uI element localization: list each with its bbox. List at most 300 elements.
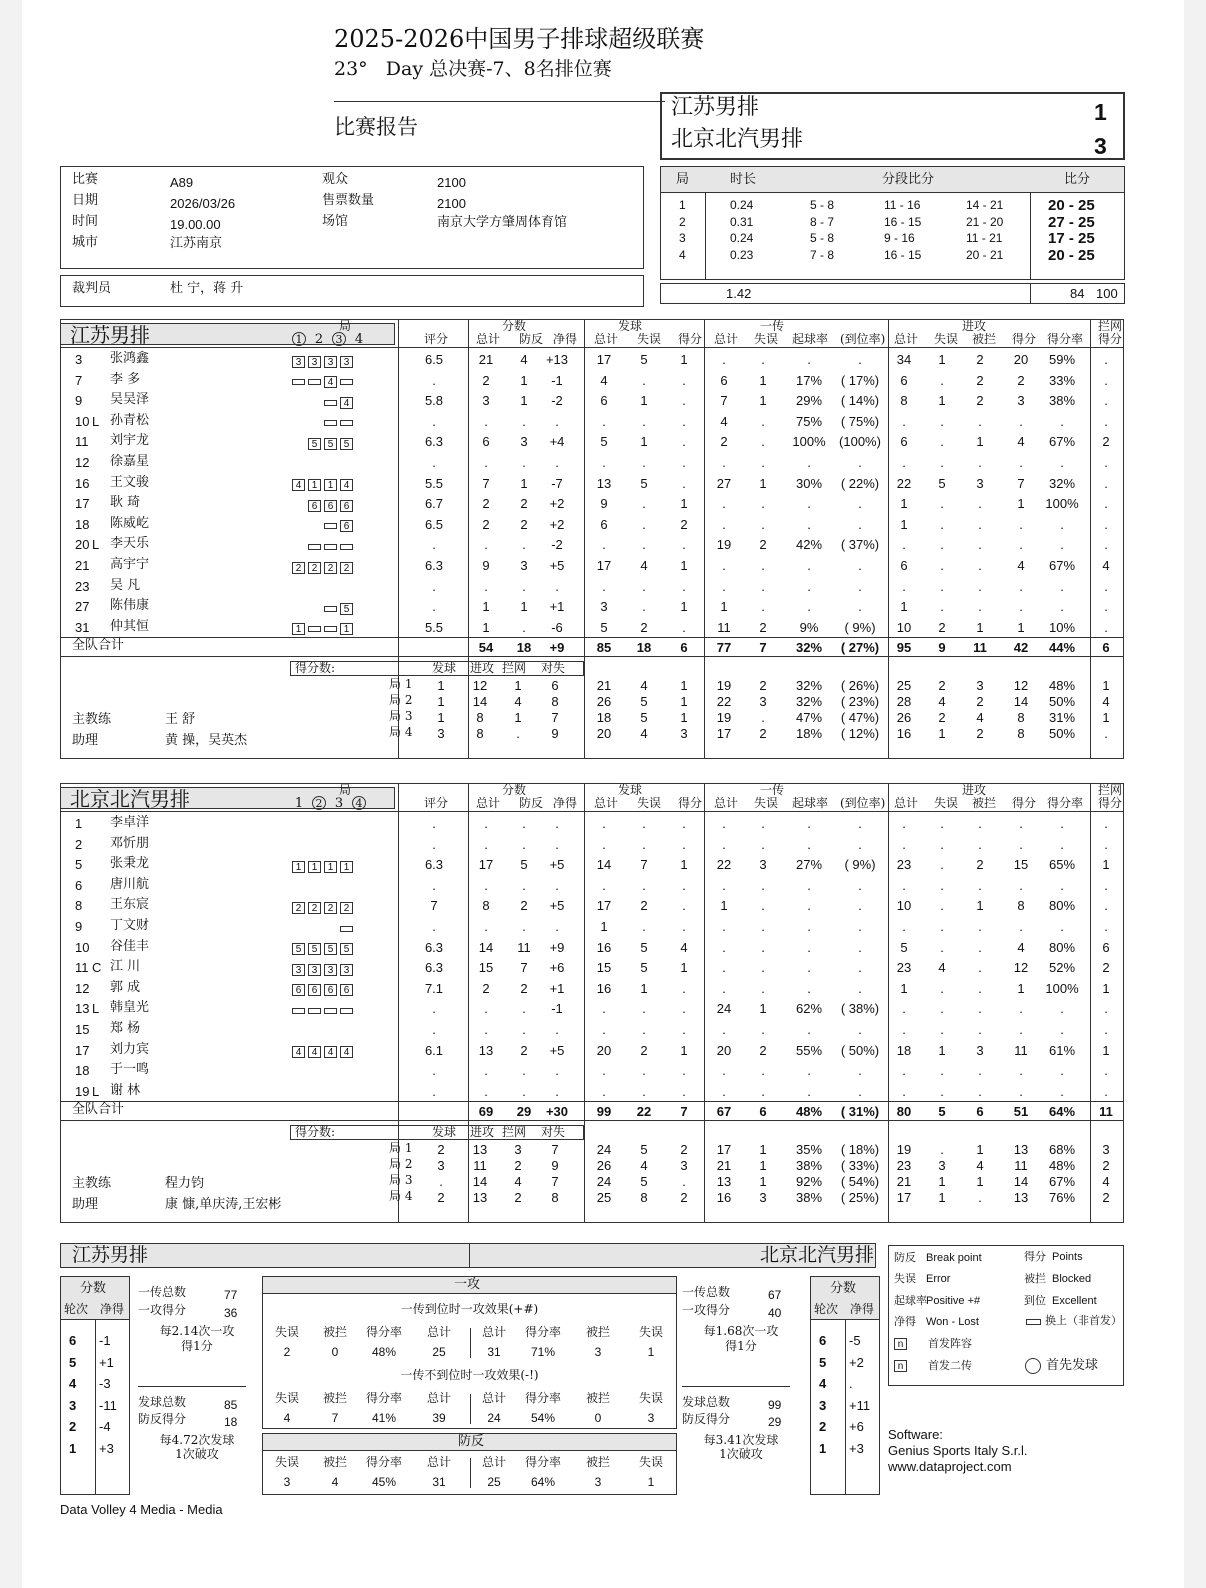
stat-sve: . [642, 496, 646, 512]
stat-pt: 6 [482, 434, 490, 450]
stat-rct: . [722, 578, 726, 594]
fa-h-pct: 得分率 [365, 1325, 402, 1339]
player-name: 徐嘉星 [110, 454, 150, 469]
stat-svp: . [682, 434, 686, 450]
first-attack-title: 一攻 [454, 1277, 481, 1292]
stat-att: 10 [896, 898, 912, 914]
stat-rce: 2 [759, 619, 767, 635]
stat-sve: . [642, 1001, 646, 1017]
by-set-label: 局 4 [389, 725, 413, 740]
player-position: L [92, 1001, 100, 1017]
a-sv-total: 85 [224, 1398, 238, 1412]
stat-net: +1 [549, 599, 565, 615]
stat-svt: 16 [596, 980, 612, 996]
stat-rcp: . [807, 939, 811, 955]
col-block: 拦网 [1098, 319, 1123, 333]
by-set-atr: 50% [1048, 694, 1076, 710]
stat-rce: . [761, 816, 765, 831]
stat-att: . [902, 836, 906, 852]
set-lineup-box: 1 [292, 623, 305, 635]
set-partial-16: 16 - 15 [884, 214, 922, 229]
legend-pts_en: Points [1052, 1251, 1083, 1263]
stat-svp: . [682, 980, 686, 996]
stat-rct: . [722, 836, 726, 852]
stat-vote: . [432, 372, 436, 388]
total-bk: 11 [1099, 1104, 1113, 1120]
fa-h-err: 失误 [274, 1325, 299, 1339]
by-set-atr: 48% [1048, 1158, 1076, 1174]
stat-rce: . [761, 980, 765, 996]
set-lineup-box [340, 1008, 353, 1014]
player-number: 11 [75, 960, 89, 976]
by-set-atr: 68% [1048, 1142, 1076, 1158]
stat-svt: 13 [596, 475, 612, 491]
set-number: 3 [679, 231, 686, 245]
total-ate: 9 [938, 640, 946, 656]
stat-ate: . [940, 877, 944, 893]
set-lineup-box [324, 400, 337, 406]
stat-net: +5 [549, 898, 565, 914]
set-lineup-box: 6 [324, 984, 337, 996]
stat-sve: 4 [640, 558, 648, 573]
by-set-o: 8 [551, 694, 559, 710]
software-url[interactable]: www.dataproject.com [888, 1459, 1012, 1474]
by-set-att: 28 [896, 694, 912, 710]
legend-pts: 得分 [1024, 1250, 1046, 1263]
stat-atp: . [1019, 455, 1023, 470]
by-set-rct: 22 [716, 694, 732, 710]
stat-atr: 52% [1048, 960, 1076, 976]
player-position: C [92, 960, 102, 976]
col-at-pct: 得分率 [1047, 796, 1084, 810]
stat-atb: 2 [976, 857, 984, 873]
rotation-net: +3 [849, 1440, 864, 1456]
by-set-a: 13 [472, 1142, 488, 1158]
by-set-label: 局 3 [389, 709, 413, 724]
stat-att: . [902, 1022, 906, 1037]
lineup-box-icon: n [894, 1338, 907, 1350]
by-set-atp: 13 [1013, 1190, 1029, 1206]
by-set-atb: 4 [976, 1158, 984, 1174]
sb-opp: 对失 [541, 1125, 566, 1140]
stat-bp: 3 [520, 558, 528, 573]
stat-pt: . [484, 455, 488, 470]
col-at-blk: 被拦 [972, 332, 997, 346]
stat-atp: . [1019, 836, 1023, 852]
fa-h-pct: 得分率 [365, 1391, 402, 1405]
match-time: 19.00.00 [170, 217, 221, 232]
col-bk-pts: 得分 [1098, 332, 1123, 346]
stat-bk: . [1104, 898, 1108, 914]
total-rcp: 32% [795, 640, 823, 656]
by-set-label: 局 1 [389, 677, 413, 692]
by-set-svp: 1 [680, 710, 688, 726]
stat-rcx: . [858, 898, 862, 914]
by-set-ate: 4 [938, 694, 946, 710]
stat-net: +2 [549, 496, 565, 512]
by-set-atr: 31% [1048, 710, 1076, 726]
stat-rce: 3 [759, 857, 767, 873]
set-lineup-box: 2 [340, 902, 353, 914]
stat-att: 8 [900, 393, 908, 409]
player-number: 21 [75, 558, 90, 573]
legend-bp_en: Break point [926, 1252, 982, 1264]
by-set-rce: 3 [759, 1190, 767, 1206]
by-set-bk: 2 [1102, 1158, 1110, 1174]
stat-svp: 1 [680, 558, 688, 573]
stat-ate: . [940, 516, 944, 532]
col-at-pts: 得分 [1012, 332, 1037, 346]
stat-ate: . [940, 816, 944, 831]
defense-title: 防反 [458, 1434, 485, 1449]
player-name: 郭 成 [110, 979, 141, 995]
stat-pt: . [484, 877, 488, 893]
stat-svp: 1 [680, 1042, 688, 1058]
stat-bp: 2 [520, 496, 528, 512]
stat-atr: . [1060, 599, 1064, 615]
rotation-net: -4 [99, 1419, 111, 1434]
stat-pt: 13 [478, 1042, 494, 1058]
stat-rcx: . [858, 578, 862, 594]
rotation-number: 3 [69, 1397, 77, 1413]
player-set-lineup [292, 1002, 356, 1018]
stat-bp: 3 [520, 434, 528, 450]
col-pts-total: 总计 [476, 796, 501, 810]
stat-rce: . [761, 558, 765, 573]
team-name: 江苏男排 [70, 323, 150, 347]
stat-sve: . [642, 1063, 646, 1079]
coach-name: 程力钧 [165, 1176, 205, 1192]
stat-rce: . [761, 1022, 765, 1037]
stat-bk: . [1104, 816, 1108, 831]
player-number: 2 [75, 836, 83, 852]
by-set-a: 13 [472, 1190, 488, 1206]
stat-bp: 1 [520, 475, 528, 491]
stat-rcp: 62% [795, 1001, 823, 1017]
stat-bp: . [522, 455, 526, 470]
coach-label: 主教练 [72, 712, 112, 728]
set-lineup-box: 3 [324, 964, 337, 976]
player-number: 20 [75, 537, 90, 553]
stat-rcx: ( 38%) [840, 1001, 880, 1017]
set-partial-16: 9 - 16 [884, 231, 915, 245]
stat-svp: 1 [680, 352, 688, 367]
sets-h-score: 比分 [1064, 172, 1091, 187]
rotation-number: 2 [819, 1419, 827, 1434]
fa-def-ab: 4 [331, 1475, 339, 1489]
set-lineup-box [340, 544, 353, 550]
city-label: 城市 [72, 235, 99, 250]
total-bk: 6 [1102, 640, 1110, 656]
col-points: 分数 [502, 783, 527, 797]
fa-h-tot: 总计 [426, 1325, 451, 1339]
stat-atr: 38% [1048, 393, 1076, 409]
player-name: 韩皇光 [110, 1000, 150, 1016]
by-set-s: . [439, 1174, 443, 1190]
stat-rcp: 30% [795, 475, 823, 491]
set-lineup-box: 3 [324, 356, 337, 368]
by-set-rcp: 38% [795, 1158, 823, 1174]
col-sv-err: 失误 [637, 796, 662, 810]
stat-ate: 1 [938, 393, 946, 409]
player-number: 3 [75, 352, 83, 367]
stat-net: +5 [549, 1042, 565, 1058]
stat-atp: . [1019, 1022, 1023, 1037]
stat-atp: . [1019, 537, 1023, 553]
stat-atb: 1 [976, 434, 984, 450]
by-set-o: 9 [551, 1158, 559, 1174]
stat-atp: . [1019, 1063, 1023, 1079]
lineup-box-icon: n [894, 1360, 907, 1372]
stat-ate: 2 [938, 619, 946, 635]
stat-pt: 2 [482, 496, 490, 512]
by-set-o: 7 [551, 1174, 559, 1190]
set-lineup-box: 1 [340, 861, 353, 873]
stat-net: +9 [549, 939, 565, 955]
total-rcx: ( 27%) [840, 640, 880, 656]
rotation-number: 2 [69, 1419, 77, 1434]
stat-svt: 17 [596, 352, 612, 367]
set-mark: 4 [352, 796, 366, 810]
by-set-a: 8 [476, 726, 484, 742]
stat-pt: 3 [482, 393, 490, 409]
stat-bk: 1 [1102, 857, 1110, 873]
summary-team-a: 江苏男排 [72, 1244, 149, 1266]
col-at-pts: 得分 [1012, 796, 1037, 810]
by-set-atb: . [978, 1190, 982, 1206]
stat-rct: . [722, 455, 726, 470]
stat-bk: . [1104, 578, 1108, 594]
sb-serve: 发球 [432, 1125, 457, 1140]
stat-atr: . [1060, 455, 1064, 470]
fa-h-err: 失误 [274, 1391, 299, 1405]
set-lineup-box: 1 [324, 479, 337, 491]
stat-atp: . [1019, 516, 1023, 532]
total-atr: 44% [1048, 640, 1076, 656]
stat-pt: 21 [478, 352, 494, 367]
player-number: 6 [75, 877, 83, 893]
player-set-lineup [292, 1044, 356, 1060]
stat-rct: . [722, 516, 726, 532]
stat-bp: . [522, 816, 526, 831]
col-rc-err: 失误 [754, 796, 779, 810]
rotation-net: -11 [99, 1397, 117, 1413]
stat-svp: . [682, 877, 686, 893]
good-rec-title: 一传到位时一攻效果(+#) [400, 1302, 539, 1316]
stat-atr: . [1060, 578, 1064, 594]
rotation-net: +2 [849, 1354, 864, 1370]
fa-h-blk: 被拦 [585, 1455, 610, 1469]
match-code: A89 [170, 175, 194, 190]
stat-net: -7 [551, 475, 563, 491]
stat-rct: . [722, 1083, 726, 1099]
stat-bp: . [522, 537, 526, 553]
stat-sve: 1 [640, 980, 648, 996]
col-pts-bp: 防反 [519, 332, 544, 346]
stat-pt: . [484, 1001, 488, 1017]
stat-ate: . [940, 1083, 944, 1099]
fa-h-tot: 总计 [426, 1455, 451, 1469]
stat-sve: . [642, 919, 646, 934]
stat-ate: . [940, 836, 944, 852]
stat-atp: . [1019, 1083, 1023, 1099]
stat-atp: . [1019, 919, 1023, 934]
fa-def-bp: 64% [530, 1475, 556, 1489]
fa-h-tot: 总计 [426, 1391, 451, 1405]
by-set-ate: 3 [938, 1158, 946, 1174]
set-lineup-box: 4 [340, 1046, 353, 1058]
date-label: 日期 [72, 193, 99, 208]
coach-label: 主教练 [72, 1176, 112, 1192]
b-ratio2: 每3.41次发球 [703, 1433, 779, 1447]
stat-svp: . [682, 578, 686, 594]
stat-svp: . [682, 1083, 686, 1099]
player-set-lineup [292, 941, 356, 957]
stat-rcx: ( 37%) [840, 537, 880, 553]
stat-rcx: . [858, 599, 862, 615]
set-lineup-box: 4 [340, 479, 353, 491]
player-name: 江 川 [110, 959, 141, 975]
total-ate: 5 [938, 1104, 946, 1120]
stat-vote: 5.5 [424, 475, 444, 491]
stat-vote: . [432, 1022, 436, 1037]
legend-err_en: Error [926, 1273, 951, 1285]
rotation-number: 1 [819, 1440, 827, 1456]
player-name: 陈威屹 [110, 515, 150, 531]
stat-atr: 80% [1048, 898, 1076, 914]
stat-att: . [902, 877, 906, 893]
stat-rcx: ( 14%) [840, 393, 880, 409]
stat-pt: . [484, 1022, 488, 1037]
stat-atb: . [978, 516, 982, 532]
a-bp: 18 [224, 1415, 238, 1429]
set-lineup-box: 2 [324, 902, 337, 914]
stat-svt: 1 [600, 919, 608, 934]
stat-svt: 15 [596, 960, 612, 976]
first-serve-circle-icon [1025, 1358, 1041, 1374]
stat-rcx: (100%) [839, 434, 881, 450]
set-mark: 1 [294, 796, 304, 811]
by-set-b: 1 [514, 710, 522, 726]
rotation-number: 3 [819, 1397, 827, 1413]
stat-rct: . [722, 496, 726, 512]
by-set-svt: 24 [596, 1142, 612, 1158]
stat-rcx: ( 9%) [844, 619, 876, 635]
player-number: 5 [75, 857, 83, 873]
set-lineup-box: 4 [324, 376, 337, 388]
sets-h-duration: 时长 [730, 172, 757, 187]
stat-svp: 4 [680, 939, 688, 955]
stat-vote: . [432, 413, 436, 429]
stat-rcx: ( 9%) [844, 857, 876, 873]
total-svt: 85 [596, 640, 612, 656]
stat-pt: . [484, 1063, 488, 1079]
by-set-sve: 5 [640, 1174, 648, 1190]
set-lineup-box: 3 [292, 356, 305, 368]
stat-bk: 2 [1102, 434, 1110, 450]
stat-ate: 4 [938, 960, 946, 976]
stat-atp: 2 [1017, 372, 1025, 388]
by-set-a: 11 [473, 1158, 487, 1174]
stat-rcp: . [807, 496, 811, 512]
by-set-atb: 2 [976, 694, 984, 710]
stat-svt: . [602, 455, 606, 470]
stat-rcx: . [858, 558, 862, 573]
stat-pt: . [484, 919, 488, 934]
stat-att: . [902, 455, 906, 470]
set-mark: 3 [334, 796, 344, 811]
stat-net: . [555, 455, 559, 470]
stat-rcx: . [858, 1083, 862, 1099]
stat-atr: 100% [1045, 496, 1079, 512]
stat-net: -6 [551, 619, 563, 635]
b-rec-total-label: 一传总数 [682, 1285, 731, 1299]
stat-rce: 2 [759, 537, 767, 553]
set-lineup-box: 2 [292, 562, 305, 574]
col-set: 局 [339, 783, 352, 797]
sb-serve: 发球 [432, 661, 457, 676]
by-set-atb: 1 [976, 1142, 984, 1158]
total-svp: 7 [680, 1104, 688, 1120]
stat-bp: 4 [520, 352, 528, 367]
stat-rcp: 55% [795, 1042, 823, 1058]
audience-value: 2100 [437, 175, 466, 190]
stat-vote: 6.1 [424, 1042, 444, 1058]
set-duration: 0.31 [730, 214, 754, 229]
stat-ate: . [940, 939, 944, 955]
by-set-svt: 25 [596, 1190, 612, 1206]
stat-vote: . [432, 455, 436, 470]
rotation-net: +3 [99, 1440, 114, 1456]
fa-h-blk: 被拦 [585, 1391, 610, 1405]
set-lineup-box: 5 [340, 438, 353, 450]
stat-atr: . [1060, 919, 1064, 934]
player-number: 13 [75, 1001, 90, 1017]
by-set-bk: . [1104, 726, 1108, 742]
stat-rce: 1 [759, 393, 767, 409]
by-set-att: 21 [896, 1174, 912, 1190]
stat-atb: . [978, 1022, 982, 1037]
stat-sve: 2 [640, 619, 648, 635]
stat-rce: . [761, 516, 765, 532]
stat-atp: 4 [1017, 939, 1025, 955]
by-set-b: . [516, 726, 520, 742]
stat-net: -2 [551, 537, 563, 553]
b-ratio1b: 得1分 [725, 1339, 757, 1353]
set-partial-8: 5 - 8 [810, 231, 835, 245]
stat-rcp: . [807, 919, 811, 934]
set-lineup-box: 5 [340, 603, 353, 615]
legend-exc: 到位 [1024, 1294, 1046, 1307]
rotation-a-h1: 轮次 [64, 1302, 89, 1316]
stat-att: . [902, 919, 906, 934]
stat-pt: . [484, 537, 488, 553]
by-set-sve: 5 [640, 1142, 648, 1158]
stat-rct: 11 [717, 619, 731, 635]
legend-exc_en: Excellent [1052, 1295, 1097, 1307]
stat-atb: . [978, 578, 982, 594]
player-name: 吴 凡 [110, 577, 141, 593]
stat-rcp: 29% [795, 393, 823, 409]
player-name: 王东宸 [110, 897, 150, 913]
by-set-sve: 5 [640, 710, 648, 726]
stat-rct: . [722, 1022, 726, 1037]
stat-ate: . [940, 537, 944, 553]
stat-rct: 24 [716, 1001, 732, 1017]
stat-svt: 14 [596, 857, 612, 873]
stat-bp: . [522, 1063, 526, 1079]
stat-atp: 3 [1017, 393, 1025, 409]
